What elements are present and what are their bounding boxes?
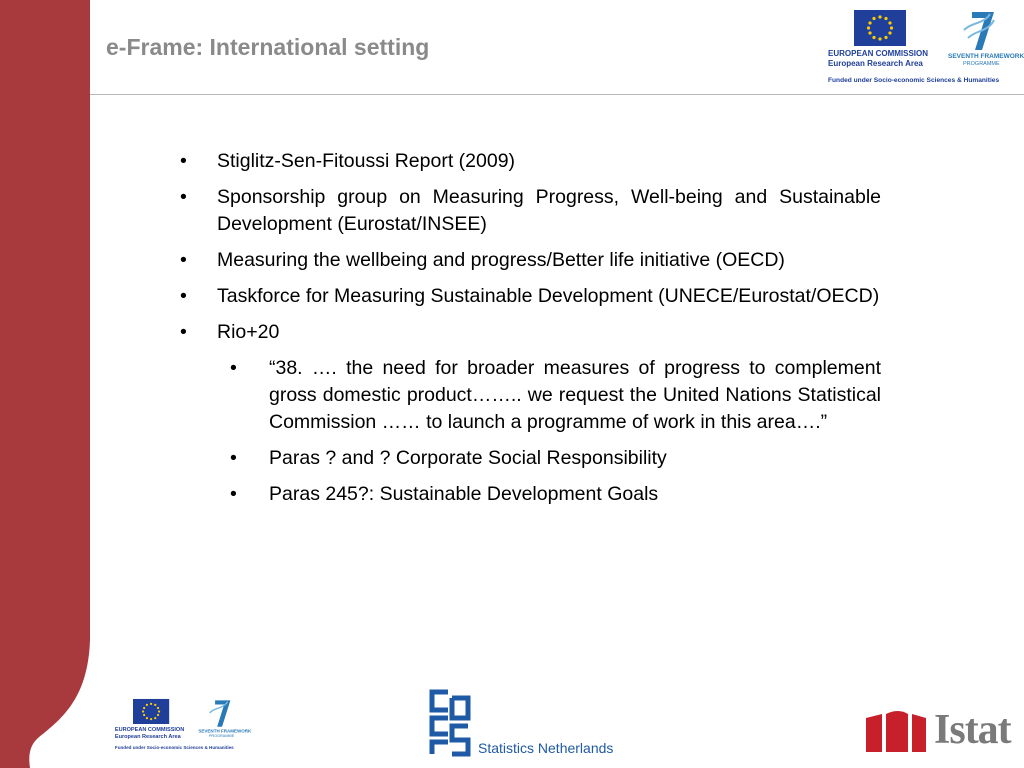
bullet-item (175, 247, 881, 274)
bullet-item (175, 283, 881, 310)
logo-top-line2: European Research Area (828, 59, 923, 68)
logo-bl-line2: European Research Area (114, 733, 181, 740)
bullet-text: Sponsorship group on Measuring Progress, Well-being and Sustainable Development (Eurostat/INSEE) (217, 186, 881, 235)
istat-text: Istat (934, 707, 1011, 753)
bullet-text: Paras 245?: Sustainable Development Goals (269, 483, 659, 505)
bullet-text: Stiglitz-Sen-Fitoussi Report (2009) (217, 150, 516, 172)
bullet-marker: • (230, 357, 237, 379)
fp7-bl-line2: PROGRAMME (208, 734, 235, 739)
bullet-marker: • (180, 150, 187, 172)
eu-fp7-logo (822, 0, 1024, 92)
bullet-item (175, 184, 881, 238)
cbs-text: Statistics Netherlands (478, 740, 614, 756)
fp7-line1: SEVENTH FRAMEWORK (948, 53, 1024, 60)
bullet-marker: • (180, 249, 187, 271)
eu-fp7-logo-small (106, 692, 256, 756)
bullet-marker: • (230, 483, 237, 505)
bullet-marker: • (230, 447, 237, 469)
title-divider (90, 94, 1024, 95)
bullet-text: Paras ? and ? Corporate Social Responsibility (269, 447, 667, 469)
sub-bullet-item (175, 481, 881, 508)
logo-top-line3: Funded under Socio-economic Sciences & Humanities (828, 77, 1000, 84)
sidebar-decoration (0, 0, 90, 768)
logo-top-line1: EUROPEAN COMMISSION (828, 49, 929, 58)
bullet-marker: • (180, 186, 187, 208)
bullet-item (175, 148, 881, 175)
fp7-bl-line1: SEVENTH FRAMEWORK (198, 728, 252, 734)
bullet-text: Rio+20 (217, 321, 280, 343)
cbs-mark-icon (428, 688, 472, 758)
sub-bullet-item (175, 355, 881, 436)
logo-bl-line1: EUROPEAN COMMISSION (114, 726, 185, 733)
bullet-list (175, 148, 881, 517)
istat-mark-icon (862, 708, 932, 756)
logo-bl-line3: Funded under Socio-economic Sciences & Humanities (114, 745, 234, 751)
bullet-text: Measuring the wellbeing and progress/Better life initiative (OECD) (217, 249, 785, 271)
cbs-logo (428, 688, 658, 760)
bullet-item (175, 319, 881, 346)
fp7-line2: PROGRAMME (963, 61, 1000, 67)
bullet-marker: • (180, 285, 187, 307)
bullet-marker: • (180, 321, 187, 343)
sub-bullet-item (175, 445, 881, 472)
bullet-text: Taskforce for Measuring Sustainable Development (UNECE/Eurostat/OECD) (217, 285, 880, 307)
istat-logo (862, 708, 1014, 758)
bullet-text: “38. …. the need for broader measures of progress to complement gross domestic product…….. we request the United Nations Statistical Commission …… to launch a programme of work in this area….” (269, 357, 881, 433)
slide-title: e-Frame: International setting (106, 34, 430, 60)
